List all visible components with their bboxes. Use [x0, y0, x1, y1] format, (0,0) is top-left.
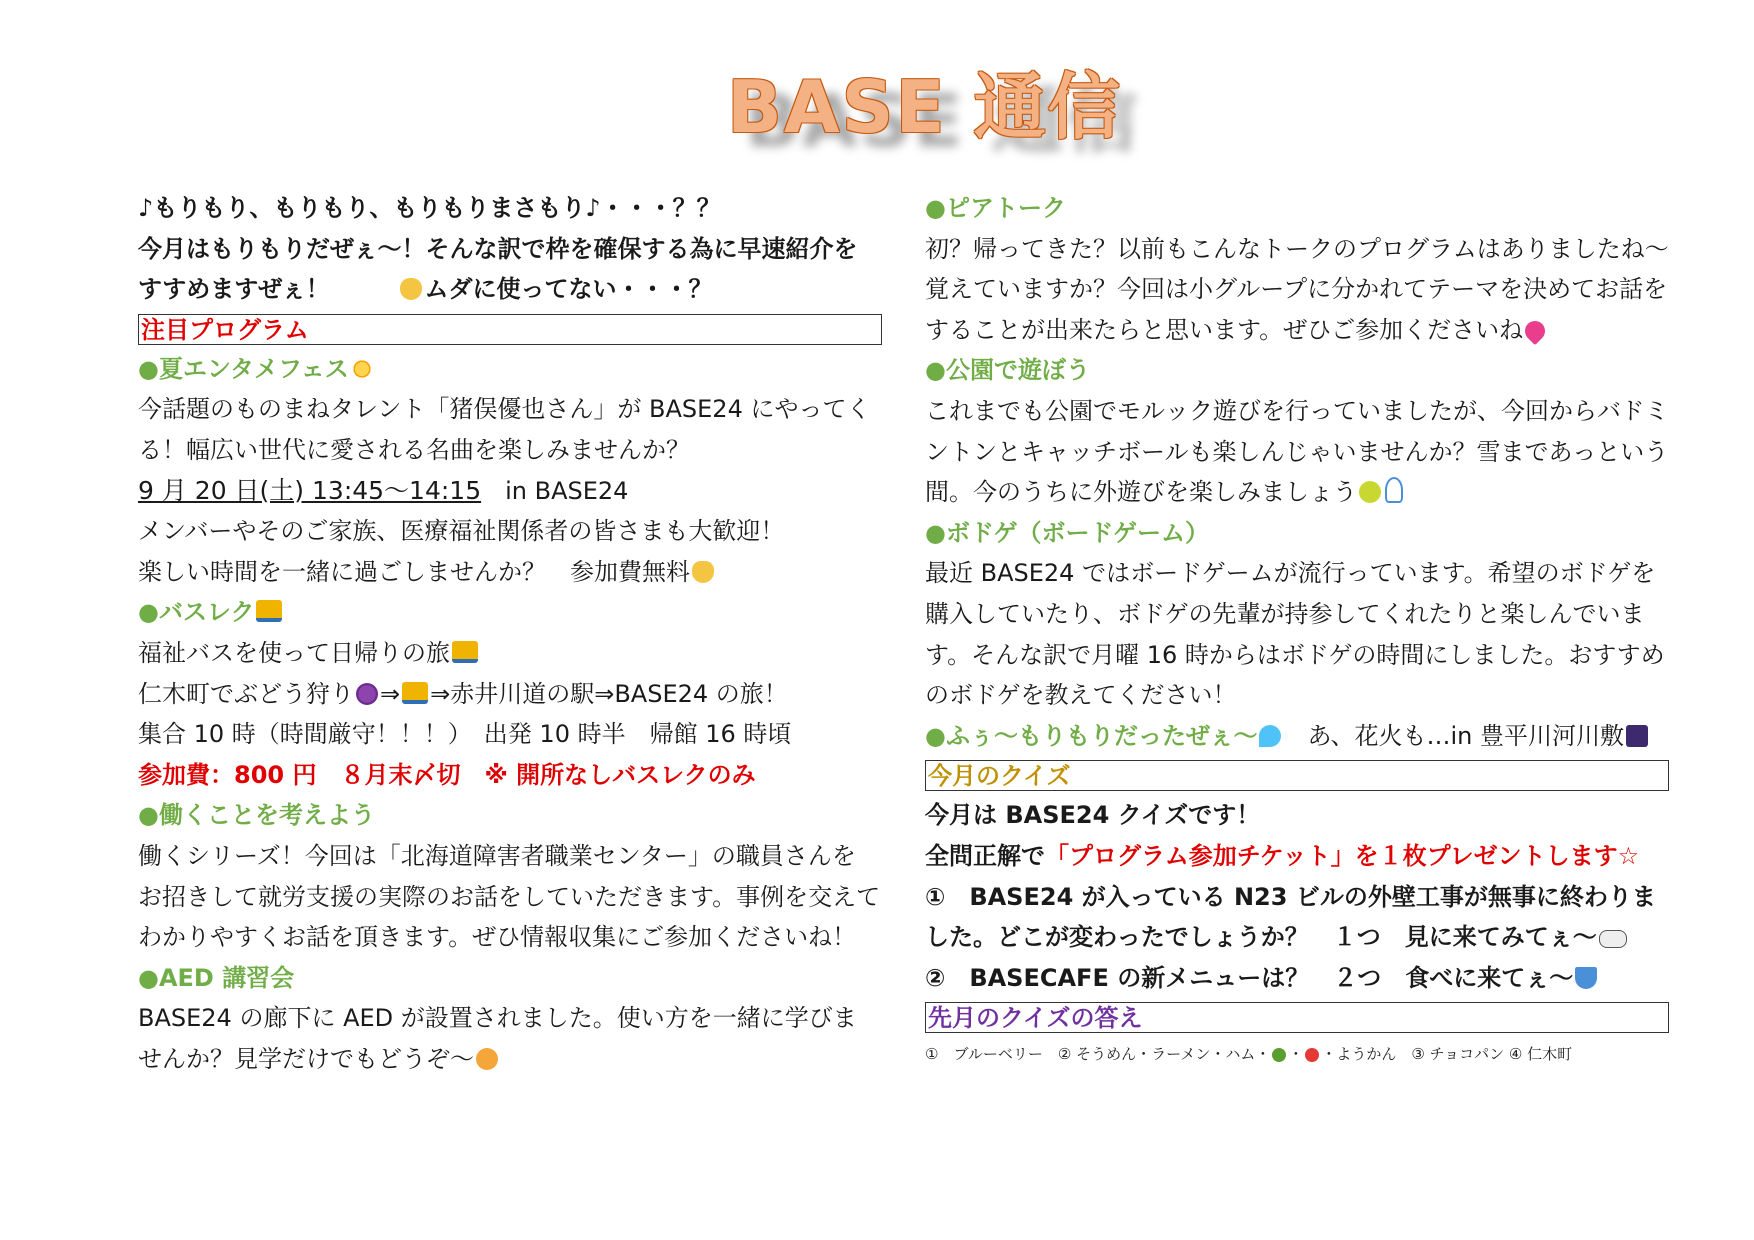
- peer-talk-text-2: 覚えていますか？今回は小グループに分かれてテーマを決めてお話を: [925, 275, 1668, 304]
- newsletter-title: BASE 通信: [727, 65, 1122, 149]
- park-text-1: これまでも公園でモルック遊びを行っていましたが、今回からバドミ: [925, 396, 1669, 425]
- fuu-line: [925, 716, 1685, 757]
- fuu-heading: ●ふぅ～もりもりだったぜぇ～: [925, 721, 1258, 750]
- hugging-face-icon: [476, 1048, 498, 1070]
- boardgame-heading: ●ボドゲ（ボードゲーム）: [925, 518, 1209, 547]
- aed-heading: ●AED 講習会: [138, 963, 295, 992]
- summer-fest-date: 9 月 20 日(土) 13:45～14:15: [138, 475, 482, 505]
- bus-trip-heading-text: ●バスレク: [138, 598, 255, 627]
- bus-trip-text-1: [138, 633, 898, 674]
- summer-fest-text-1: 今話題のものまねタレント「猪俣優也さん」が BASE24 にやってく: [138, 395, 871, 424]
- fireworks-icon: [1626, 725, 1648, 747]
- heart-icon: [1521, 317, 1549, 345]
- left-column: [138, 188, 898, 1079]
- last-month-answers: [925, 1037, 1685, 1071]
- boardgame-text-3: す。そんな訳で月曜 16 時からはボドゲの時間にしました。おすすめ: [925, 640, 1665, 669]
- quiz-question-1-cont-label: した。どこが変わったでしょうか？ １つ 見に来てみてぇ～: [925, 923, 1597, 952]
- summer-fest-place: in BASE24: [505, 476, 629, 505]
- summer-fest-text-4: [138, 552, 898, 593]
- aed-text-1: BASE24 の廊下に AED が設置されました。使い方を一緒に学びま: [138, 1004, 857, 1033]
- bus-trip-heading: [138, 592, 898, 633]
- bus-trip-text-2a: 仁木町でぶどう狩り: [138, 679, 354, 708]
- quiz-text-2: [925, 836, 1685, 877]
- tennis-ball-icon: [1359, 481, 1381, 503]
- bus-trip-text-1-label: 福祉バスを使って日帰りの旅: [138, 638, 450, 667]
- work-text-1: 働くシリーズ！今回は「北海道障害者職業センター」の職員さんを: [138, 841, 856, 870]
- fireworks-text: あ、花火も…in 豊平川河川敷: [1307, 721, 1625, 750]
- answers-part-a: ① ブルーベリー ② そうめん・ラーメン・ハム・: [925, 1045, 1271, 1064]
- answers-part-c: ・ようかん ③ チョコパン ④ 仁木町: [1321, 1045, 1573, 1064]
- summer-fest-text-2: る！幅広い世代に愛される名曲を楽しみませんか？: [138, 435, 690, 464]
- summer-fest-heading: [138, 349, 898, 390]
- badminton-icon: [1385, 477, 1403, 503]
- sun-icon: [351, 358, 373, 380]
- work-text-3: わかりやすくお話を頂きます。ぜひ情報収集にご参加くださいね！: [138, 923, 857, 952]
- this-month-quiz-box: 今月のクイズ: [925, 760, 1669, 791]
- park-text-3-label: 間。今のうちに外遊びを楽しみましょう: [925, 478, 1357, 507]
- peer-talk-heading: ●ピアトーク: [925, 194, 1066, 222]
- peer-talk-text-1: 初？帰ってきた？以前もこんなトークのプログラムはありましたね～: [925, 234, 1669, 263]
- bowl-icon: [1575, 967, 1597, 989]
- bus-icon: [256, 600, 282, 622]
- last-month-answer-box: 先月のクイズの答え: [925, 1002, 1669, 1033]
- work-text-2: お招きして就労支援の実際のお話をしていただきます。事例を交えて: [138, 882, 881, 911]
- park-text-2: ントンとキャッチボールも楽しんじゃいませんか？雪まであっという: [925, 437, 1669, 466]
- quiz-prize: 「プログラム参加チケット」を１枚プレゼントします☆: [1045, 841, 1640, 870]
- bus-trip-text-2: [138, 674, 898, 715]
- bus-icon: [452, 641, 478, 663]
- bus-icon: [402, 682, 428, 704]
- quiz-text-1: 今月は BASE24 クイズです！: [925, 801, 1261, 830]
- quiz-question-2-label: ② BASECAFE の新メニューは？ ２つ 食べに来てぇ～: [925, 963, 1574, 992]
- park-text-3: [925, 472, 1685, 513]
- bus-trip-text-2c: ⇒赤井川道の駅⇒BASE24 の旅！: [430, 679, 788, 708]
- summer-fest-date-line: [138, 471, 898, 512]
- boardgame-text-4: のボドゲを教えてください！: [925, 681, 1237, 710]
- featured-program-box: 注目プログラム: [138, 314, 882, 345]
- summer-fest-text-4-label: 楽しい時間を一緒に過ごしませんか？ 参加費無料: [138, 557, 690, 586]
- aed-text-2-label: せんか？見学だけでもどうぞ～: [138, 1044, 474, 1073]
- park-heading: ●公園で遊ぼう: [925, 356, 1090, 385]
- bus-trip-fee: 参加費：800 円 ８月末〆切 ※ 開所なしバスレクのみ: [138, 760, 756, 789]
- pointing-hand-icon: [400, 278, 422, 300]
- aed-text-2: [138, 1039, 898, 1080]
- cucumber-icon: [1272, 1048, 1286, 1062]
- intro-line-2: 今月はもりもりだぜぇ～！そんな訳で枠を確保する為に早速紹介を: [138, 234, 858, 263]
- quiz-question-2: [925, 958, 1685, 999]
- grape-icon: [356, 683, 378, 705]
- intro-line-1: ♪もりもり、もりもり、もりもりまさもり♪・・・？？: [138, 194, 721, 222]
- tomato-icon: [1305, 1048, 1319, 1062]
- bus-trip-text-3: 集合 10 時（時間厳守！！！） 出発 10 時半 帰館 16 時頃: [138, 720, 792, 749]
- intro-line-3a: すすめますぜぇ！: [138, 275, 330, 304]
- quiz-question-1-cont: [925, 917, 1685, 958]
- eyes-icon: [1599, 930, 1627, 948]
- boardgame-text-1: 最近 BASE24 ではボードゲームが流行っています。希望のボドゲを: [925, 559, 1656, 588]
- peer-talk-text-3: [925, 310, 1685, 351]
- intro-line-3: [138, 269, 898, 310]
- clapping-hands-icon: [692, 561, 714, 583]
- quiz-text-2a: 全問正解で: [925, 841, 1045, 870]
- intro-line-3b: ムダに使ってない・・・？: [424, 275, 713, 304]
- peer-talk-text-3-label: することが出来たらと思います。ぜひご参加くださいね: [925, 315, 1524, 344]
- sweat-drops-icon: [1259, 725, 1281, 747]
- boardgame-text-2: 購入していたり、ボドゲの先輩が持参してくれたりと楽しんでいま: [925, 599, 1645, 628]
- answers-part-b: ・: [1288, 1045, 1304, 1064]
- summer-fest-text-3: メンバーやそのご家族、医療福祉関係者の皆さまも大歓迎！: [138, 517, 785, 546]
- right-column: [925, 188, 1685, 1071]
- bus-trip-text-2b: ⇒: [380, 679, 401, 708]
- summer-fest-heading-text: ●夏エンタメフェス: [138, 354, 349, 383]
- quiz-question-1: ① BASE24 が入っている N23 ビルの外壁工事が無事に終わりま: [925, 882, 1656, 911]
- work-heading: ●働くことを考えよう: [138, 801, 375, 830]
